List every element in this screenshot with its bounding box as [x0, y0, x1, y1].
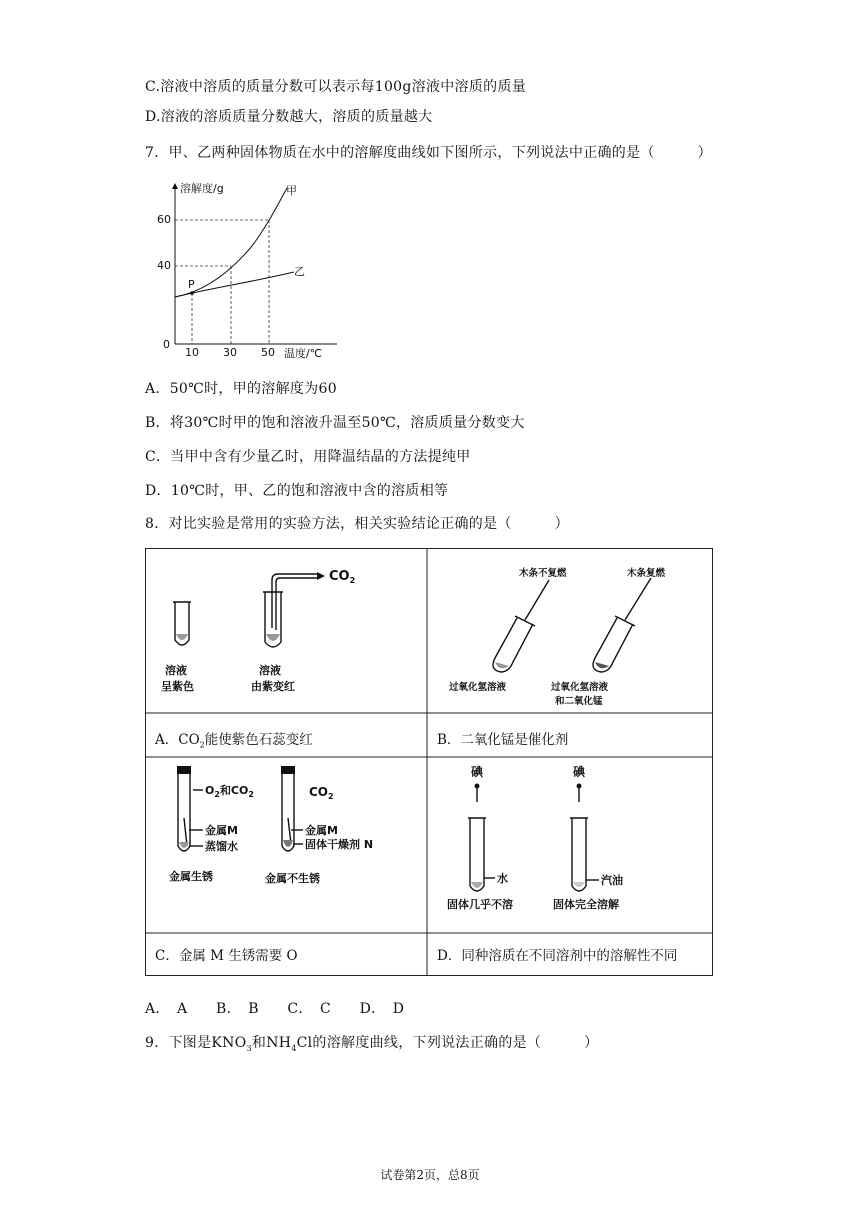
- q8-options: A． A B． B C． C D． D: [145, 1001, 405, 1017]
- origin-label: 0: [163, 338, 170, 351]
- series-jia-label: 甲: [286, 184, 297, 197]
- fig-c-gas2: $CO_2$: [309, 785, 334, 801]
- fig-d-gasoline: 汽油: [601, 874, 623, 887]
- page-footer: 试卷第2页，总8页: [380, 1168, 480, 1182]
- fig-a-co2: $CO_2$: [329, 569, 356, 585]
- q7-option-a: A．50℃时，甲的溶解度为60: [145, 381, 337, 397]
- fig-a-t2b: 由紫变红: [251, 680, 295, 693]
- fig-c-desiccant: 固体干燥剂 N: [305, 838, 374, 851]
- fig-d-iodine1: 碘: [471, 765, 484, 779]
- x-tick-50: 50: [261, 346, 275, 359]
- caption-a: A．$CO_2$能使紫色石蕊变红: [155, 732, 313, 750]
- figure-c: [147, 758, 427, 932]
- fig-a-t1b: 呈紫色: [161, 680, 194, 693]
- question-8: 8．对比实验是常用的实验方法，相关实验结论正确的是（ ）: [145, 516, 569, 532]
- solubility-chart: [152, 176, 352, 366]
- fig-c-res1: 金属生锈: [169, 870, 213, 883]
- question-9: 9．下图是$KNO_3$和$NH_4Cl$的溶解度曲线，下列说法正确的是（ ）: [145, 1035, 599, 1053]
- q7-option-b: B．将30℃时甲的饱和溶液升温至50℃，溶质质量分数变大: [145, 415, 525, 431]
- caption-c: C．金属 M 生锈需要 O: [155, 948, 298, 964]
- y-axis-label: 溶解度/g: [180, 182, 224, 195]
- fig-c-water: 蒸馏水: [205, 840, 238, 853]
- caption-b: B．二氧化锰是催化剂: [437, 732, 569, 748]
- fig-d-water: 水: [497, 872, 508, 885]
- fig-c-metal1: 金属M: [205, 824, 238, 837]
- figure-b: [429, 550, 709, 710]
- option-d-line: D.溶液的溶质质量分数越大，溶质的质量越大: [145, 109, 433, 125]
- fig-d-res1: 固体几乎不溶: [447, 898, 513, 911]
- experiment-table: [145, 548, 713, 976]
- fig-c-gas1: $O_2$和$CO_2$: [205, 784, 254, 799]
- q7-option-c: C．当甲中含有少量乙时，用降温结晶的方法提纯甲: [145, 449, 471, 465]
- fig-b-bot2a: 过氧化氢溶液: [551, 682, 609, 693]
- x-tick-30: 30: [223, 346, 237, 359]
- fig-d-res2: 固体完全溶解: [553, 898, 619, 911]
- y-tick-60: 60: [157, 213, 171, 226]
- x-axis-label: 温度/℃: [284, 347, 323, 360]
- fig-b-bot1: 过氧化氢溶液: [449, 682, 507, 693]
- figure-a: [147, 550, 427, 710]
- series-yi-label: 乙: [294, 265, 305, 278]
- point-p: [190, 291, 194, 295]
- q7-option-d: D．10℃时，甲、乙的饱和溶液中含的溶质相等: [145, 483, 449, 499]
- question-7: 7．甲、乙两种固体物质在水中的溶解度曲线如下图所示，下列说法中正确的是（ ）: [145, 145, 712, 161]
- fig-b-top1: 木条不复燃: [519, 568, 567, 579]
- fig-d-iodine2: 碘: [573, 765, 586, 779]
- figure-d: [429, 758, 709, 932]
- fig-b-top2: 木条复燃: [627, 568, 666, 579]
- caption-d: D．同种溶质在不同溶剂中的溶解性不同: [437, 948, 678, 964]
- fig-a-t2: 溶液: [259, 664, 281, 677]
- option-c-line: C.溶液中溶质的质量分数可以表示每100g溶液中溶质的质量: [145, 79, 527, 95]
- fig-c-metal2: 金属M: [305, 824, 338, 837]
- point-p-label: P: [188, 278, 195, 291]
- fig-a-t1: 溶液: [165, 664, 187, 677]
- fig-c-res2: 金属不生锈: [265, 872, 320, 885]
- fig-b-bot2b: 和二氧化锰: [555, 696, 603, 707]
- x-tick-10: 10: [185, 346, 199, 359]
- y-tick-40: 40: [157, 259, 171, 272]
